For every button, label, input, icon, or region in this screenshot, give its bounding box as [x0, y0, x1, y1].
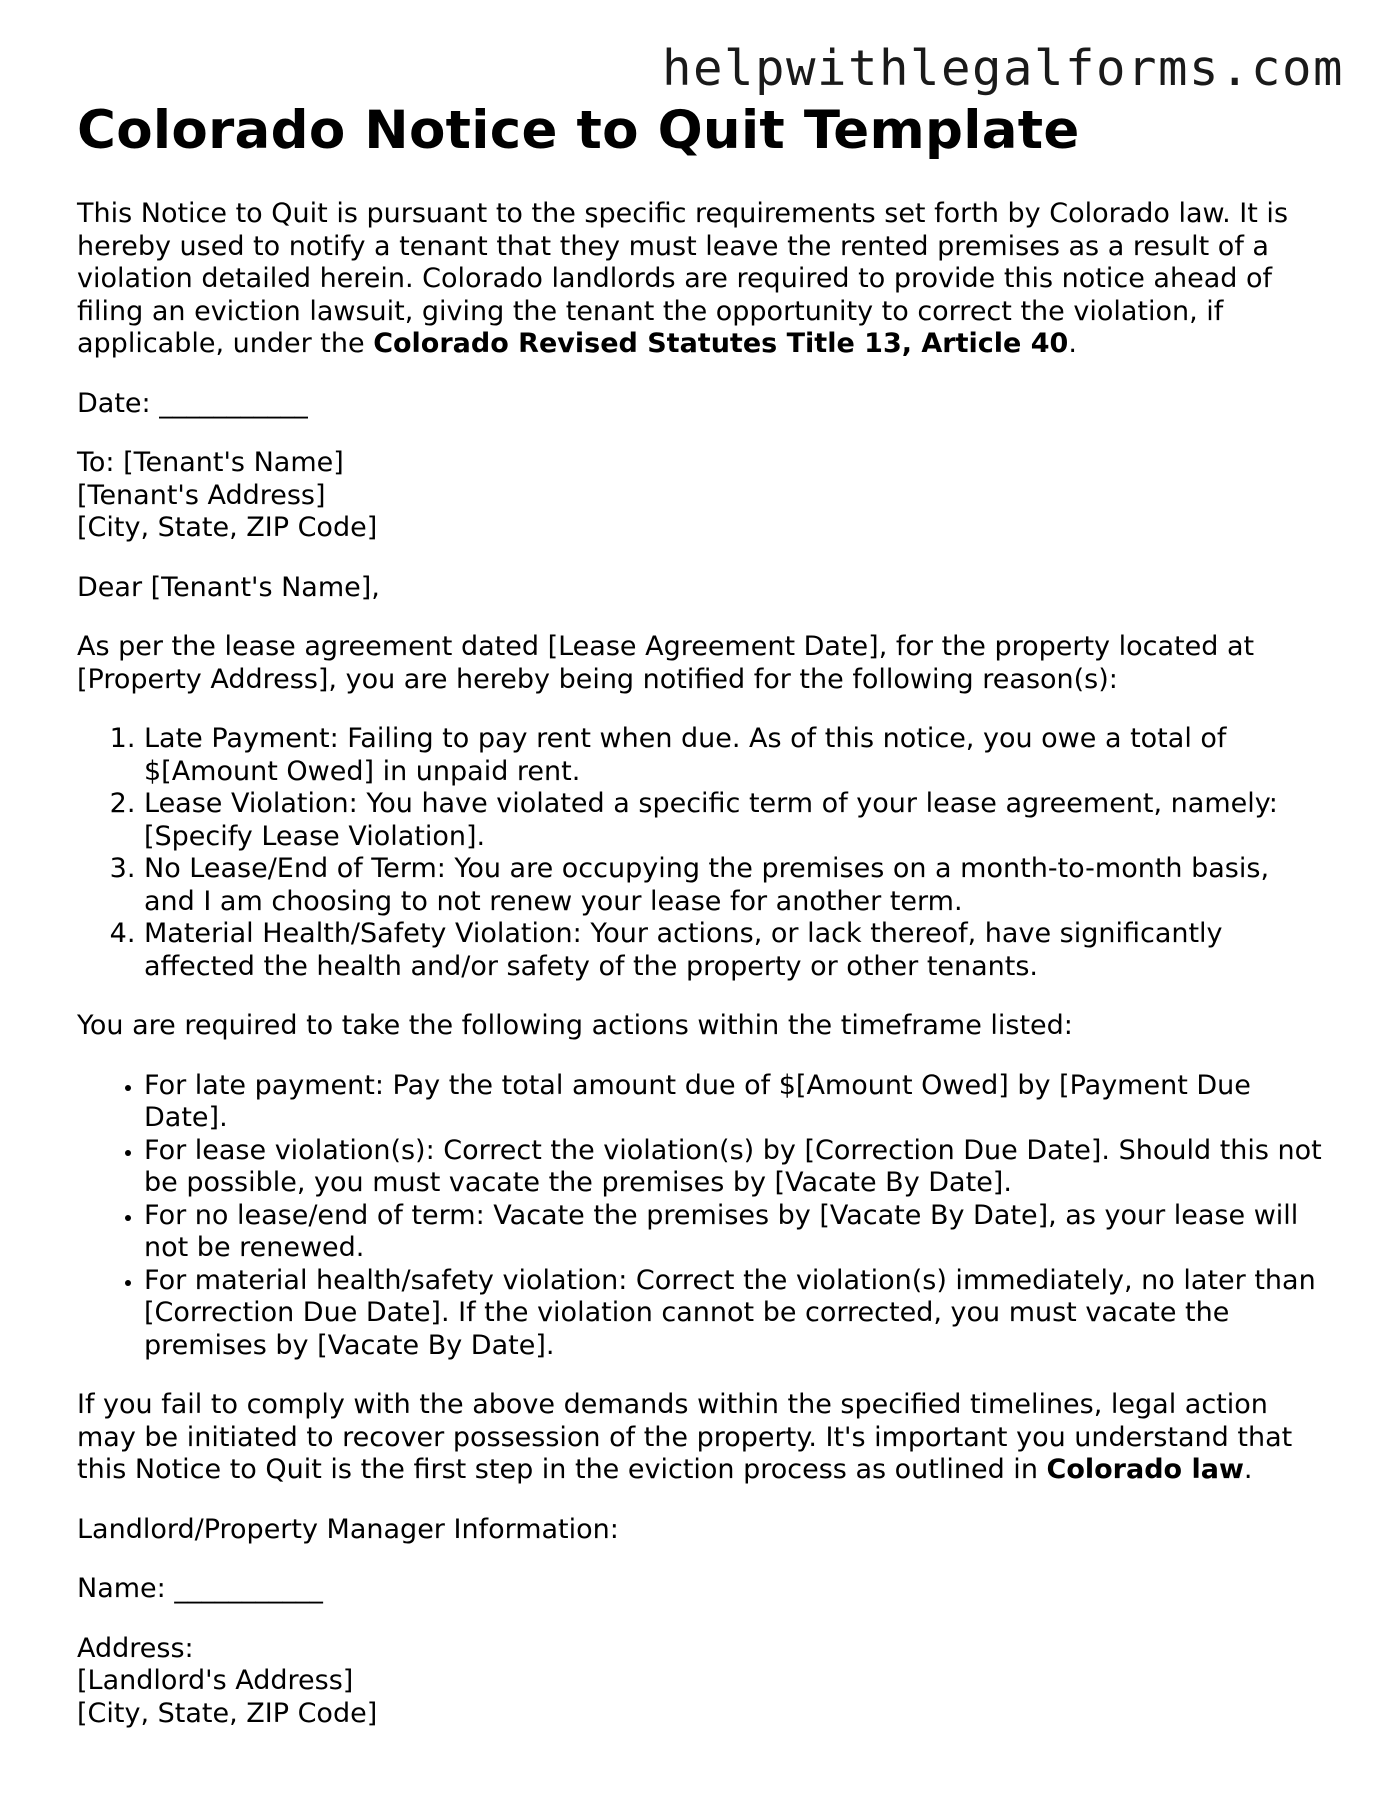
- landlord-city: [City, State, ZIP Code]: [77, 1697, 378, 1729]
- intro-paragraph: [77, 198, 1327, 361]
- reasons-list: [77, 723, 1327, 983]
- recipient-to: To: [Tenant's Name]: [77, 447, 344, 478]
- intro-text: This Notice to Quit is pursuant to the specific requirements set forth by Colorado law. It is hereby used to notify a tenant that they must leave the rented premises as a result of a violation detailed herein. Colorado landlords are required to provide this notice ahead of filing an eviction lawsuit, giving the tenant the opportunity to correct the violation, if applicable, under the: [77, 198, 1289, 359]
- action-item: • For no lease/end of term: Vacate the premises by [Vacate By Date], as your lease will not be renewed.: [144, 1200, 1327, 1265]
- landlord-address-label: Address:: [77, 1632, 194, 1664]
- reason-item: 1. Late Payment: Failing to pay rent when due. As of this notice, you owe a total of $[Amount Owed] in unpaid rent.: [144, 723, 1327, 788]
- reason-item: 4. Material Health/Safety Violation: Your actions, or lack thereof, have significantly affected the health and/or safety of the property or other tenants.: [144, 918, 1327, 983]
- warning-end: .: [1243, 1454, 1253, 1485]
- reason-item: 2. Lease Violation: You have violated a specific term of your lease agreement, namely: [Specify Lease Violation].: [144, 788, 1327, 853]
- recipient-address: [Tenant's Address]: [77, 479, 326, 511]
- date-line: Date: ___________: [77, 387, 308, 419]
- landlord-address-block: [77, 1633, 1327, 1731]
- document-title: Colorado Notice to Quit Template: [77, 100, 1080, 161]
- document-body: [77, 100, 1327, 1757]
- warning-paragraph: [77, 1389, 1327, 1487]
- lease-paragraph: As per the lease agreement dated [Lease Agreement Date], for the property located at [Property Address], you are hereby being notified for the following reason(s):: [77, 631, 1255, 695]
- warning-text: If you fail to comply with the above demands within the specified timelines, legal action may be initiated to recover possession of the property. It's important you understand that this Notice to Quit is the first step in the eviction process as outlined in: [77, 1389, 1293, 1485]
- action-item: • For material health/safety violation: Correct the violation(s) immediately, no later than [Correction Due Date]. If the violation cannot be corrected, you must vacate the premises by [Vacate By Date].: [144, 1265, 1327, 1363]
- site-watermark: helpwithlegalforms.com: [661, 40, 1344, 97]
- landlord-heading: Landlord/Property Manager Information:: [77, 1513, 619, 1545]
- action-item: • For lease violation(s): Correct the violation(s) by [Correction Due Date]. Should this not be possible, you must vacate the premises by [Vacate By Date].: [144, 1135, 1327, 1200]
- action-item: • For late payment: Pay the total amount due of $[Amount Owed] by [Payment Due Date].: [144, 1070, 1327, 1135]
- reason-item: 3. No Lease/End of Term: You are occupying the premises on a month-to-month basis, and I am choosing to not renew your lease for another term.: [144, 853, 1327, 918]
- actions-intro: You are required to take the following actions within the timeframe listed:: [77, 1010, 1073, 1041]
- landlord-address: [Landlord's Address]: [77, 1665, 354, 1696]
- actions-list: [77, 1070, 1327, 1363]
- intro-end: .: [1068, 328, 1077, 359]
- statute-reference: Colorado Revised Statutes Title 13, Article 40: [373, 328, 1069, 359]
- recipient-block: [77, 447, 1327, 545]
- recipient-city: [City, State, ZIP Code]: [77, 512, 378, 543]
- salutation: Dear [Tenant's Name],: [77, 571, 380, 603]
- colorado-law-reference: Colorado law: [1046, 1454, 1244, 1485]
- landlord-name-line: Name: ___________: [77, 1573, 323, 1604]
